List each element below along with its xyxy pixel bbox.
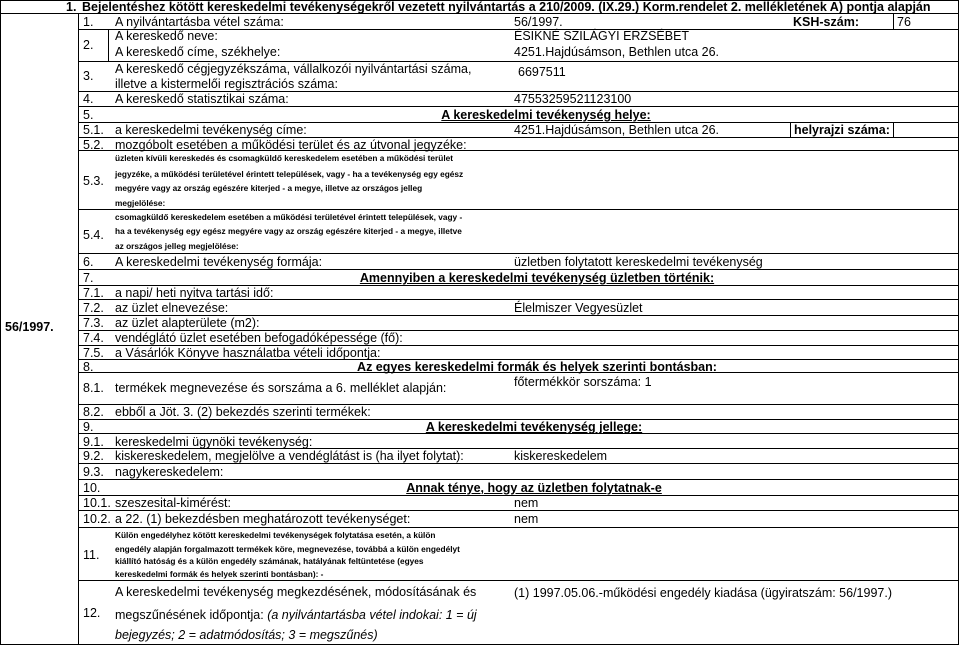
- rule: [108, 29, 109, 61]
- row-number: 5.: [83, 108, 94, 122]
- row-number: 6.: [83, 255, 94, 269]
- shop-name-label: az üzlet elnevezése:: [115, 301, 229, 315]
- trader-address-label: A kereskedő címe, székhelye:: [115, 45, 281, 59]
- rule: [78, 510, 959, 511]
- products-label: termékek megnevezése és sorszáma a 6. melléklet alapján:: [115, 381, 447, 395]
- activity-address-label: a kereskedelmi tevékenység címe:: [115, 123, 307, 137]
- special-permit-label: Külön engedélyhez kötött kereskedelmi tevékenységek folytatása esetén, a külön: [115, 530, 436, 540]
- rule: [78, 106, 959, 107]
- agent-activity-label: kereskedelmi ügynöki tevékenység:: [115, 435, 313, 449]
- row-number: 7.4.: [83, 331, 104, 345]
- registration-number-label: A nyilvántartásba vétel száma:: [115, 15, 284, 29]
- parcel-number-label: helyrajzi száma:: [794, 123, 890, 137]
- rule: [78, 479, 959, 480]
- company-reg-label: A kereskedő cégjegyzékszáma, vállalkozói nyilvántartási száma,: [115, 62, 472, 76]
- opening-hours-label: a napi/ heti nyitva tartási idő:: [115, 286, 274, 300]
- rule: [78, 527, 959, 528]
- dates-label: A kereskedelmi tevékenység megkezdésének, módosításának és: [115, 585, 477, 599]
- special-permit-label: kereskedelmi formák és helyek szerinti bontásban): -: [115, 569, 324, 579]
- row-number: 9.: [83, 420, 94, 434]
- off-premises-label: megyére vagy az ország egészére kiterjed - a megye, illetve az országos jelleg: [115, 183, 423, 193]
- registration-number-value: 56/1997.: [514, 15, 563, 29]
- special-permit-label: engedély alapján forgalmazott termékek köre, megnevezése, továbbá a külön engedélyt: [115, 544, 460, 554]
- row-number: 10.: [83, 481, 101, 495]
- row-number: 7.2.: [83, 301, 104, 315]
- products-value: főtermékkör sorszáma: 1: [514, 375, 652, 389]
- row-number: 10.1.: [83, 496, 111, 510]
- mail-order-label: ha a tevékenység egy egész megyére vagy az ország egészére kiterjed - a megye, illetve: [115, 226, 462, 236]
- activity-form-value: üzletben folytatott kereskedelmi tevékenység: [514, 255, 763, 269]
- row-number: 2.: [83, 38, 94, 52]
- retail-label: kiskereskedelem, megjelölve a vendéglátást is (ha ilyet folytat):: [115, 449, 464, 463]
- header-title: Bejelentéshez kötött kereskedelmi tevékenységekről vezetett nyilvántartás a 210/2009. (IX.29.) Korm.rendelet 2. mellékletének A) pontja alapján: [82, 0, 931, 14]
- section-heading: A kereskedelmi tevékenység helye:: [441, 108, 651, 122]
- section-heading: Annak ténye, hogy az üzletben folytatnak-e: [406, 481, 662, 495]
- rule: [78, 209, 959, 210]
- section22-activity-value: nem: [514, 512, 539, 526]
- trader-name-value: ÉSIKNÉ SZILÁGYI ERZSÉBET: [514, 29, 690, 43]
- rule: [893, 122, 894, 137]
- off-premises-label: jegyzéke, a működési területével érintett települések, vagy - ha a tevékenység egy egész: [115, 169, 464, 179]
- trader-address-value: 4251.Hajdúsámson, Bethlen utca 26.: [514, 45, 719, 59]
- mail-order-label: csomagküldő kereskedelem esetében a működési területével érintett települések, vagy -: [115, 212, 463, 222]
- dates-label-note: bejegyzés; 2 = adatmódosítás; 3 = megszűnés): [115, 628, 378, 642]
- statistical-number-value: 47553259521123100: [514, 92, 632, 106]
- row-number: 8.: [83, 360, 94, 374]
- row-number: 3.: [83, 69, 94, 83]
- complaints-book-label: a Vásárlók Könyve használatba vételi időpontja:: [115, 346, 381, 360]
- company-reg-label: illetve a kistermelői regisztrációs száma:: [115, 77, 338, 91]
- rule: [78, 580, 959, 581]
- row-number: 7.1.: [83, 286, 104, 300]
- row-number: 4.: [83, 92, 94, 106]
- row-number: 8.1.: [83, 381, 104, 395]
- row-number: 5.3.: [83, 174, 104, 188]
- section-heading: Az egyes kereskedelmi formák és helyek szerinti bontásban:: [357, 360, 717, 374]
- row-number: 7.: [83, 271, 94, 285]
- floor-area-label: az üzlet alapterülete (m2):: [115, 316, 260, 330]
- row-number: 7.5.: [83, 346, 104, 360]
- row-number: 8.2.: [83, 405, 104, 419]
- ksh-label: KSH-szám:: [793, 15, 859, 29]
- activity-address-value: 4251.Hajdúsámson, Bethlen utca 26.: [514, 123, 719, 137]
- ksh-value: 76: [897, 15, 911, 29]
- registry-id: 56/1997.: [5, 320, 54, 334]
- row-number: 12.: [83, 606, 101, 620]
- rule: [893, 13, 894, 29]
- trader-name-label: A kereskedő neve:: [115, 29, 218, 43]
- row-number: 9.3.: [83, 465, 104, 479]
- rule: [78, 13, 79, 645]
- excise-products-label: ebből a Jöt. 3. (2) bekezdés szerinti termékek:: [115, 405, 371, 419]
- alcohol-serving-value: nem: [514, 496, 539, 510]
- special-permit-label: kiállító hatóság és a külön engedély számának, hatályának feltüntetése (egyes: [115, 556, 424, 566]
- header-number: 1.: [66, 0, 77, 14]
- rule: [78, 253, 959, 254]
- row-number: 7.3.: [83, 316, 104, 330]
- activity-form-label: A kereskedelmi tevékenység formája:: [115, 255, 323, 269]
- capacity-label: vendéglátó üzlet esetében befogadóképessége (fő):: [115, 331, 403, 345]
- dates-label-note: (a nyilvántartásba vétel indokai: 1 = új: [263, 608, 477, 622]
- section-heading: Amennyiben a kereskedelmi tevékenység üzletben történik:: [359, 271, 715, 285]
- row-number: 5.4.: [83, 228, 104, 242]
- off-premises-label: megjelölése:: [115, 198, 166, 208]
- rule: [78, 269, 959, 270]
- retail-value: kiskereskedelem: [514, 449, 608, 463]
- rule: [78, 463, 959, 464]
- off-premises-label: üzleten kívüli kereskedés és csomagküldő kereskedelem esetében a működési terület: [115, 153, 454, 163]
- mobile-shop-label: mozgóbolt esetében a működési terület és az útvonal jegyzéke:: [115, 138, 467, 152]
- row-number: 1.: [83, 15, 94, 29]
- section22-activity-label: a 22. (1) bekezdésben meghatározott tevékenységet:: [115, 512, 411, 526]
- dates-label-main: megszűnésének időpontja:: [115, 608, 264, 622]
- company-reg-value: 6697511: [518, 65, 566, 79]
- rule: [0, 0, 1, 645]
- row-number: 5.2.: [83, 138, 104, 152]
- row-number: 11.: [83, 548, 100, 562]
- row-number: 10.2.: [83, 512, 111, 526]
- shop-name-value: Élelmiszer Vegyesüzlet: [514, 301, 643, 315]
- statistical-number-label: A kereskedő statisztikai száma:: [115, 92, 289, 106]
- row-number: 9.1.: [83, 435, 104, 449]
- section-heading: A kereskedelmi tevékenység jellege:: [425, 420, 643, 434]
- rule: [790, 122, 791, 137]
- dates-value: (1) 1997.05.06.-működési engedély kiadása (ügyiratszám: 56/1997.): [514, 586, 892, 600]
- dates-label: [115, 609, 477, 622]
- mail-order-label: az országos jelleg megjelölése:: [115, 241, 239, 251]
- alcohol-serving-label: szeszesital-kimérést:: [115, 496, 231, 510]
- row-number: 5.1.: [83, 123, 104, 137]
- wholesale-label: nagykereskedelem:: [115, 465, 224, 479]
- row-number: 9.2.: [83, 449, 104, 463]
